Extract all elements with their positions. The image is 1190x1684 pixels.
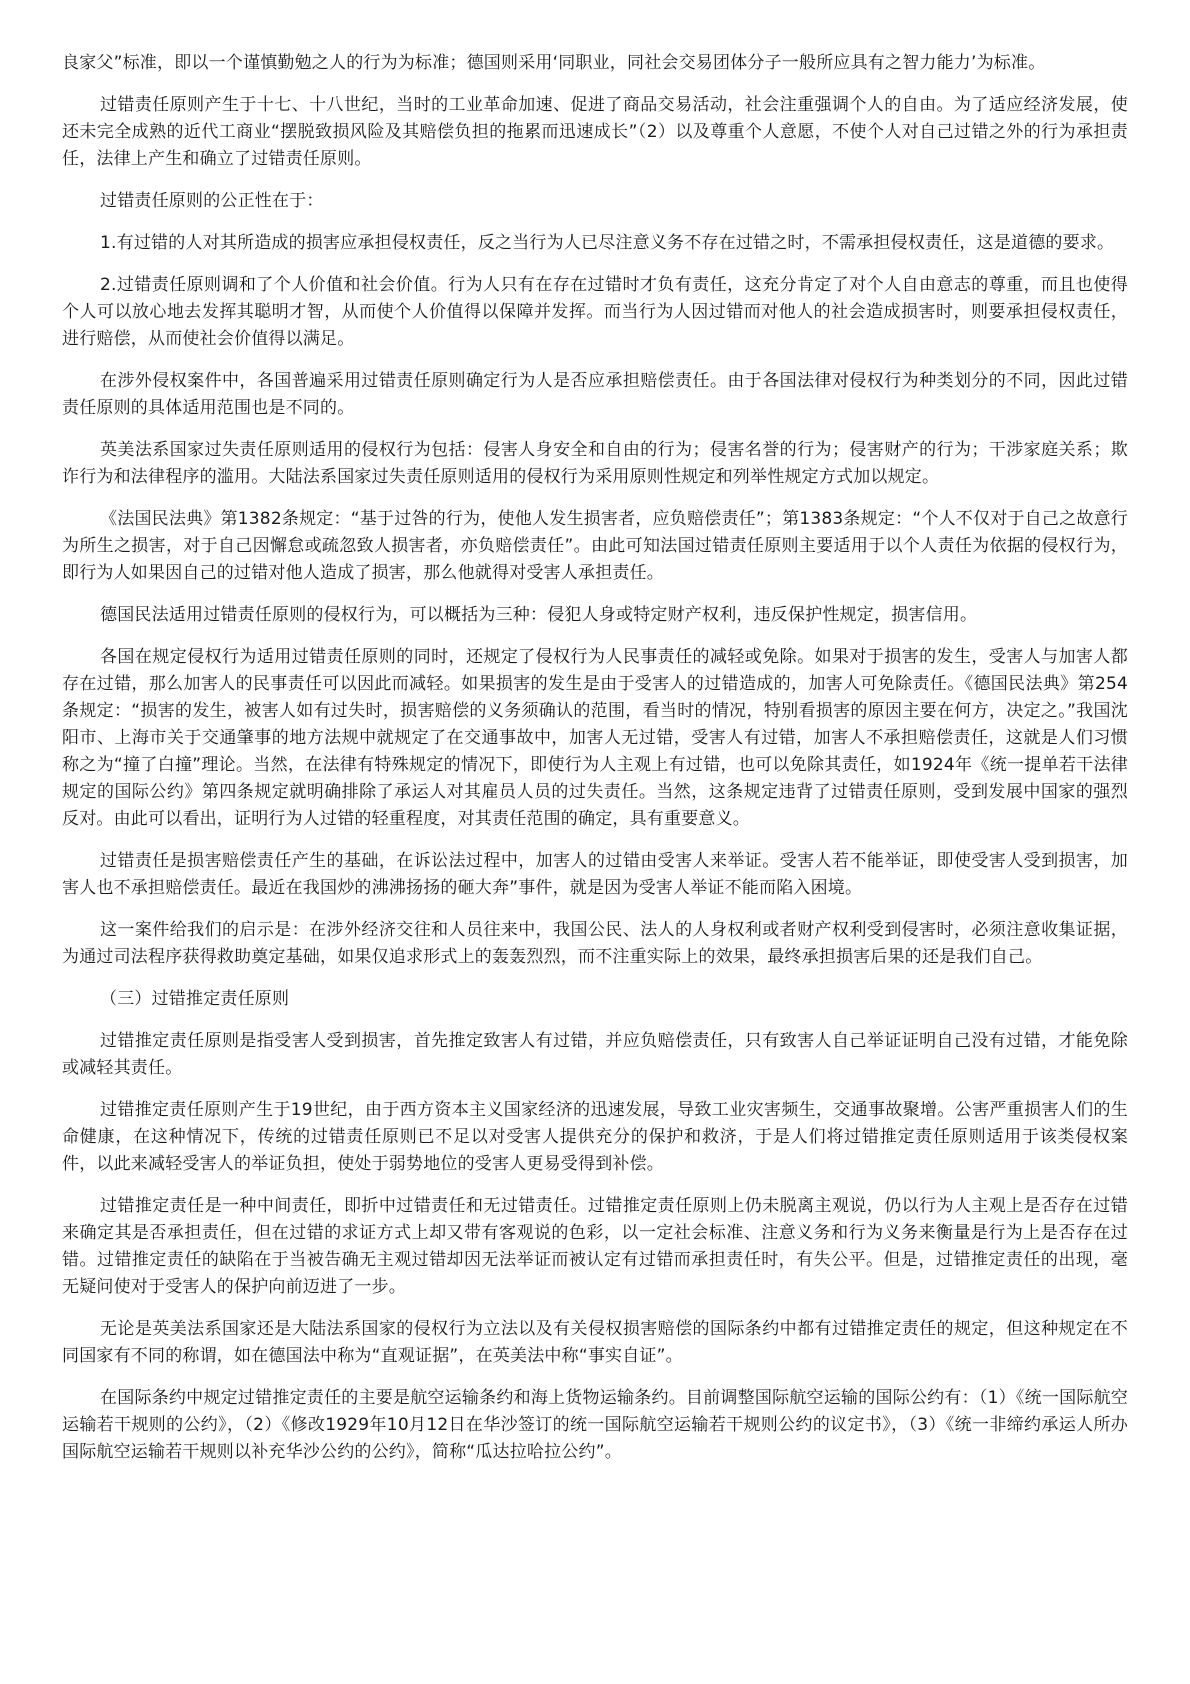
paragraph-liability-reduction: 各国在规定侵权行为适用过错责任原则的同时，还规定了侵权行为人民事责任的减轻或免除。如果对于损害的发生，受害人与加害人都存在过错，那么加害人的民事责任可以因此而减轻。如果损害的发生是由于受害人的过错造成的，加害人可免除责任。《德国民法典》第254条规定：“损害的发生，被害人如有过失时，损害赔偿的义务须确认的范围，看当时的情况，特别看损害的原因主要在何方，决定之。”我国沈阳市、上海市关于交通肇事的地方法规中就规定了在交通事故中，加害人无过错，受害人有过错，加害人不承担赔偿责任，这就是人们习惯称之为“撞了白撞”理论。当然，在法律有特殊规定的情况下，即使行为人主观上有过错，也可以免除其责任，如1924年《统一提单若干法律规定的国际公约》第四条规定就明确排除了承运人对其雇员人员的过失责任。当然，这条规定违背了过错责任原则，受到发展中国家的强烈反对。由此可以看出，证明行为人过错的轻重程度，对其责任范围的确定，具有重要意义。 xyxy=(62,647,1128,829)
paragraph-standard-definition: 良家父”标准，即以一个谨慎勤勉之人的行为为标准；德国则采用‘同职业，同社会交易团体分子一般所应具有之智力能力’为标准。 xyxy=(62,53,1046,73)
paragraph-burden-of-proof: 过错责任是损害赔偿责任产生的基础，在诉讼法过程中，加害人的过错由受害人来举证。受害人若不能举证，即使受害人受到损害，加害人也不承担赔偿责任。最近在我国炒的沸沸扬扬的砸大奔”事件，就是因为受害人举证不能而陷入困境。 xyxy=(62,851,1128,898)
paragraph-naming-in-jurisdictions: 无论是英美法系国家还是大陆法系国家的侵权行为立法以及有关侵权损害赔偿的国际条约中都有过错推定责任的规定，但这种规定在不同国家有不同的称谓，如在德国法中称为“直观证据”，在英美法中称“事实自证”。 xyxy=(62,1319,1128,1366)
section-heading-presumed-fault: （三）过错推定责任原则 xyxy=(100,989,290,1009)
paragraph-presumed-fault-origin: 过错推定责任原则产生于19世纪，由于西方资本主义国家经济的迅速发展，导致工业灾害频生，交通事故聚增。公害严重损害人们的生命健康，在这种情况下，传统的过错责任原则已不足以对受害人提供充分的保护和救济，于是人们将过错推定责任原则适用于该类侵权案件，以此来减轻受害人的举证负担，使处于弱势地位的受害人更易受得到补偿。 xyxy=(62,1100,1128,1174)
paragraph-fault-origin: 过错责任原则产生于十七、十八世纪，当时的工业革命加速、促进了商品交易活动，社会注重强调个人的自由。为了适应经济发展，使还未完全成熟的近代工商业“摆脱致损风险及其赔偿负担的拖累而迅速成长”（2）以及尊重个人意愿，不使个人对自己过错之外的行为承担责任，法律上产生和确立了过错责任原则。 xyxy=(62,95,1128,169)
paragraph-french-civil-code: 《法国民法典》第1382条规定：“基于过咎的行为，使他人发生损害者，应负赔偿责任”；第1383条规定：“个人不仅对于自己之故意行为所生之损害，对于自己因懈怠或疏忽致人损害者，亦负赔偿责任”。由此可知法国过错责任原则主要适用于以个人责任为依据的侵权行为，即行为人如果因自己的过错对他人造成了损害，那么他就得对受害人承担责任。 xyxy=(62,509,1128,583)
paragraph-common-law-scope: 英美法系国家过失责任原则适用的侵权行为包括：侵害人身安全和自由的行为；侵害名誉的行为；侵害财产的行为；干涉家庭关系；欺诈行为和法律程序的滥用。大陆法系国家过失责任原则适用的侵权行为采用原则性规定和列举性规定方式加以规定。 xyxy=(62,440,1128,487)
paragraph-case-lesson: 这一案件给我们的启示是：在涉外经济交往和人员往来中，我国公民、法人的人身权利或者财产权利受到侵害时，必须注意收集证据，为通过司法程序获得救助奠定基础，如果仅追求形式上的轰轰烈烈，而不注重实际上的效果，最终承担损害后果的还是我们自己。 xyxy=(62,920,1128,967)
paragraph-presumed-fault-definition: 过错推定责任原则是指受害人受到损害，首先推定致害人有过错，并应负赔偿责任，只有致害人自己举证证明自己没有过错，才能免除或减轻其责任。 xyxy=(62,1031,1128,1078)
paragraph-international-conventions: 在国际条约中规定过错推定责任的主要是航空运输条约和海上货物运输条约。目前调整国际航空运输的国际公约有：（1）《统一国际航空运输若干规则的公约》，（2）《修改1929年10月12日在华沙签订的统一国际航空运输若干规则公约的议定书》，（3）《统一非缔约承运人所办国际航空运输若干规则以补充华沙公约的公约》，简称“瓜达拉哈拉公约”。 xyxy=(62,1388,1128,1462)
paragraph-intermediate-liability: 过错推定责任是一种中间责任，即折中过错责任和无过错责任。过错推定责任原则上仍未脱离主观说，仍以行为人主观上是否存在过错来确定其是否承担责任，但在过错的求证方式上却又带有客观说的色彩，以一定社会标准、注意义务和行为义务来衡量是行为上是否存在过错。过错推定责任的缺陷在于当被告确无主观过错却因无法举证而被认定有过错而承担责任时，有失公平。但是，过错推定责任的出现，毫无疑问使对于受害人的保护向前迈进了一步。 xyxy=(62,1196,1128,1297)
paragraph-fairness-point-1: 1.有过错的人对其所造成的损害应承担侵权责任，反之当行为人已尽注意义务不存在过错之时，不需承担侵权责任，这是道德的要求。 xyxy=(100,233,1115,253)
paragraph-foreign-tort-cases: 在涉外侵权案件中，各国普遍采用过错责任原则确定行为人是否应承担赔偿责任。由于各国法律对侵权行为种类划分的不同，因此过错责任原则的具体适用范围也是不同的。 xyxy=(62,371,1128,418)
paragraph-german-civil-law: 德国民法适用过错责任原则的侵权行为，可以概括为三种：侵犯人身或特定财产权利，违反保护性规定，损害信用。 xyxy=(100,605,978,625)
paragraph-fairness-point-2: 2.过错责任原则调和了个人价值和社会价值。行为人只有在存在过错时才负有责任，这充分肯定了对个人自由意志的尊重，而且也使得个人可以放心地去发挥其聪明才智，从而使个人价值得以保障并发挥。而当行为人因过错而对他人的社会造成损害时，则要承担侵权责任，进行赔偿，从而使社会价值得以满足。 xyxy=(62,275,1128,349)
document-page xyxy=(62,50,1128,1481)
paragraph-fairness-intro: 过错责任原则的公正性在于： xyxy=(100,191,324,211)
